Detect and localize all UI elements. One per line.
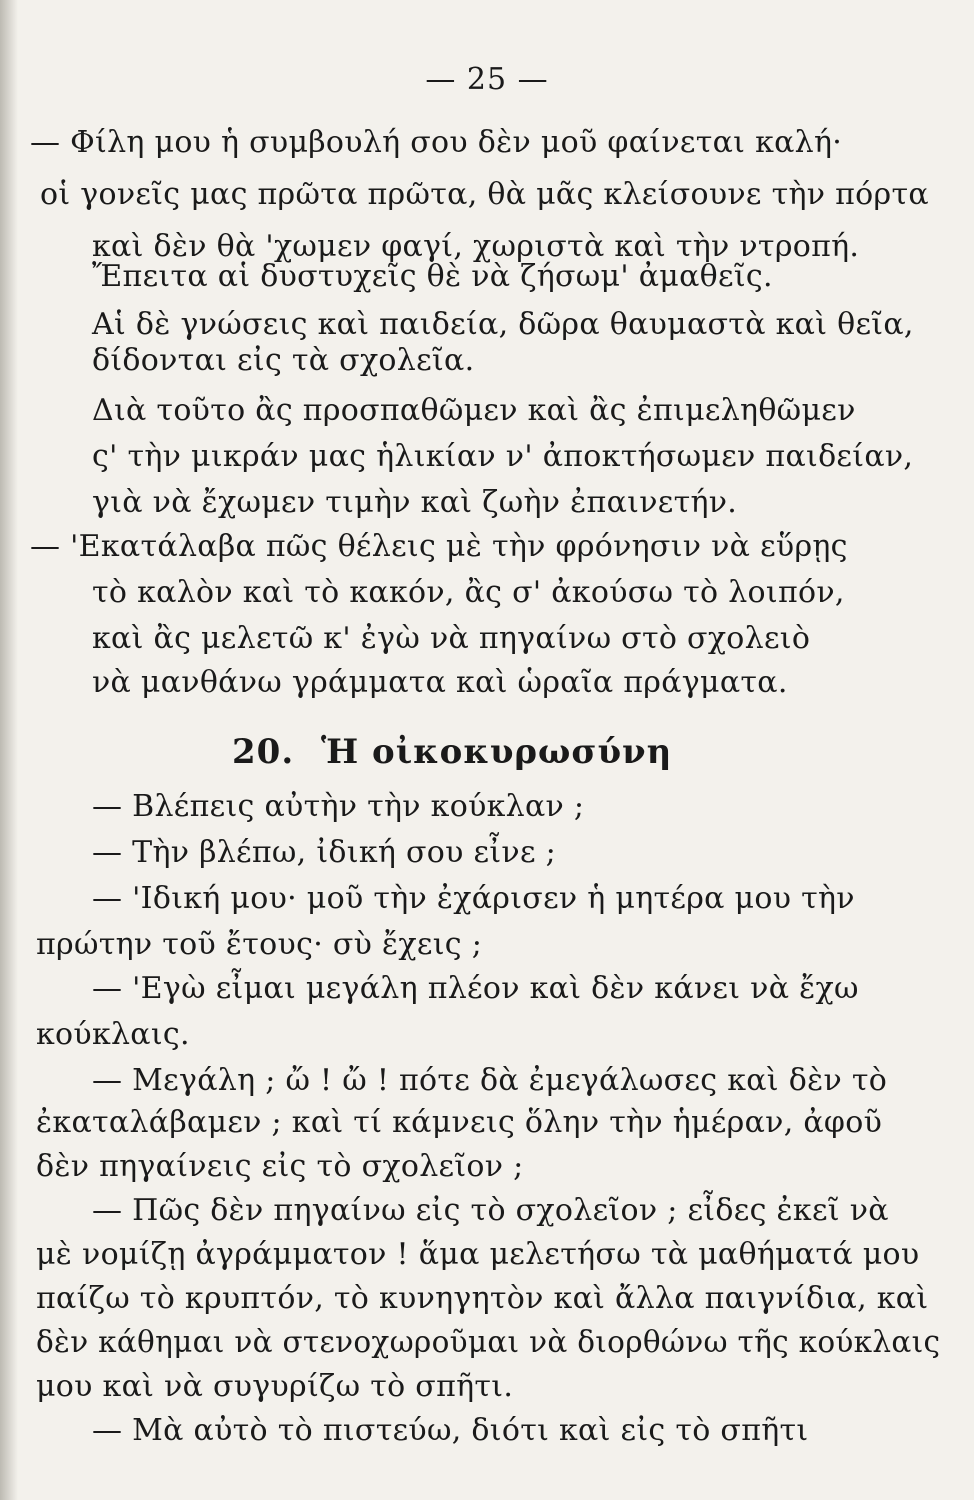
text-line: πρώτην τοῦ ἔτους· σὺ ἔχεις ;: [36, 927, 483, 962]
text-line: — 'Εγὼ εἶμαι μεγάλη πλέον καὶ δὲν κάνει νὰ ἔχω: [92, 971, 859, 1006]
page-gutter-shadow: [0, 0, 18, 1500]
text-line: καὶ δὲν θὰ 'χωμεν φαγί, χωριστὰ καὶ τὴν ντροπή.: [92, 229, 860, 264]
text-line: γιὰ νὰ ἔχωμεν τιμὴν καὶ ζωὴν ἐπαινετήν.: [92, 485, 738, 520]
text-line: — Βλέπεις αὐτὴν τὴν κούκλαν ;: [92, 789, 585, 824]
section-title: Ἡ οἰκοκυρωσύνη: [321, 732, 673, 772]
text-line: κούκλαις.: [36, 1017, 190, 1052]
text-line: καὶ ἂς μελετῶ κ' ἐγὼ νὰ πηγαίνω στὸ σχολειὸ: [92, 621, 811, 656]
section-heading: [232, 732, 672, 772]
text-line: — Μεγάλη ; ὤ ! ὤ ! πότε δὰ ἐμεγάλωσες καὶ δὲν τὸ: [92, 1063, 888, 1098]
text-line: Αἱ δὲ γνώσεις καὶ παιδεία, δῶρα θαυμαστὰ καὶ θεῖα,: [92, 307, 914, 342]
text-line: μου καὶ νὰ συγυρίζω τὸ σπῆτι.: [36, 1369, 514, 1404]
text-line: Ἔπειτα αἱ δυστυχεῖς θὲ νὰ ζήσωμ' ἀμαθεῖς.: [92, 259, 773, 294]
text-line: Διὰ τοῦτο ἂς προσπαθῶμεν καὶ ἂς ἐπιμεληθῶμεν: [92, 393, 856, 428]
text-line: — Τὴν βλέπω, ἰδική σου εἶνε ;: [92, 835, 557, 870]
text-line: — Φίλη μου ἡ συμβουλή σου δὲν μοῦ φαίνεται καλή·: [30, 125, 843, 160]
text-line: ἐκαταλάβαμεν ; καὶ τί κάμνεις ὅλην τὴν ἡμέραν, ἀφοῦ: [36, 1105, 883, 1140]
text-line: — Πῶς δὲν πηγαίνω εἰς τὸ σχολεῖον ; εἶδες ἐκεῖ νὰ: [92, 1193, 889, 1228]
text-line: δὲν κάθημαι νὰ στενοχωροῦμαι νὰ διορθώνω τῆς κούκλαις: [36, 1325, 941, 1359]
text-line: τὸ καλὸν καὶ τὸ κακόν, ἂς σ' ἀκούσω τὸ λοιπόν,: [92, 575, 845, 610]
text-line: δίδονται εἰς τὰ σχολεῖα.: [92, 343, 475, 378]
text-line: οἱ γονεῖς μας πρῶτα πρῶτα, θὰ μᾶς κλείσουνε τὴν πόρτα: [40, 177, 929, 212]
section-number: 20.: [232, 732, 295, 772]
text-line: — Μὰ αὐτὸ τὸ πιστεύω, διότι καὶ εἰς τὸ σπῆτι: [92, 1413, 809, 1448]
text-line: νὰ μανθάνω γράμματα καὶ ὡραῖα πράγματα.: [92, 665, 788, 700]
text-line: δὲν πηγαίνεις εἰς τὸ σχολεῖον ;: [36, 1149, 524, 1184]
text-line: — 'Ιδική μου· μοῦ τὴν ἐχάρισεν ἡ μητέρα μου τὴν: [92, 881, 855, 916]
text-line: — 'Εκατάλαβα πῶς θέλεις μὲ τὴν φρόνησιν νὰ εὕρῃς: [30, 529, 848, 564]
text-line: μὲ νομίζῃ ἀγράμματον ! ἅμα μελετήσω τὰ μαθήματά μου: [36, 1237, 920, 1272]
text-line: παίζω τὸ κρυπτόν, τὸ κυνηγητὸν καὶ ἄλλα παιγνίδια, καὶ: [36, 1281, 929, 1316]
page-number: — 25 —: [425, 62, 549, 97]
text-line: ς' τὴν μικράν μας ἡλικίαν ν' ἀποκτήσωμεν παιδείαν,: [92, 439, 914, 474]
